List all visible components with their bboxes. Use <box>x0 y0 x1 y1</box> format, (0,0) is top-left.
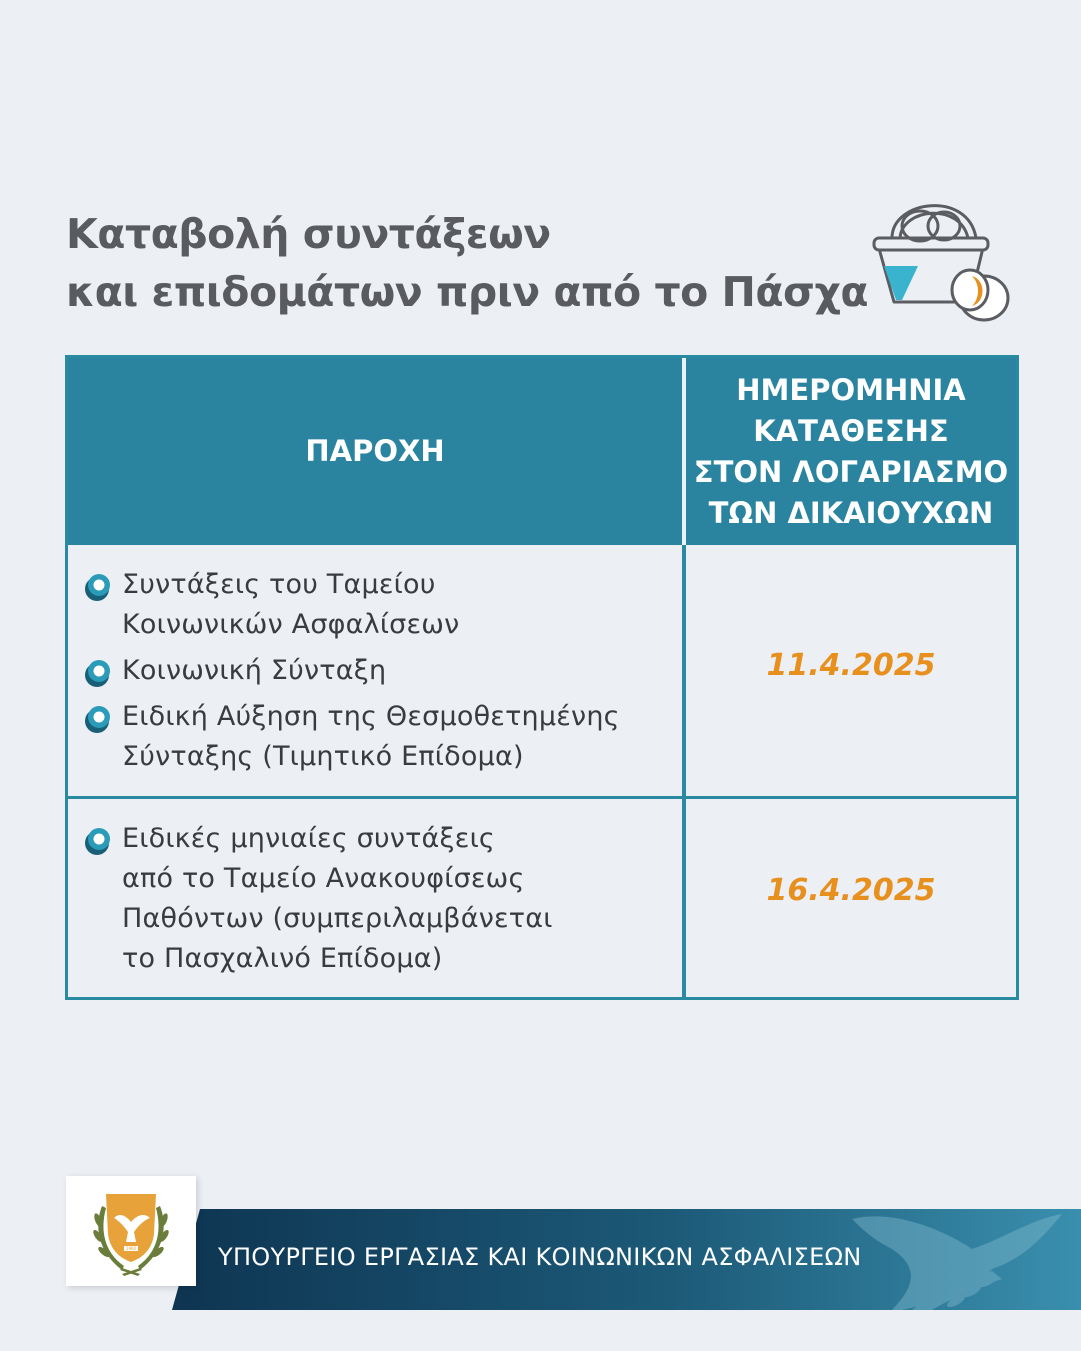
easter-basket-icon <box>868 180 1014 326</box>
title-line-2: και επιδομάτων πριν από το Πάσχα <box>66 268 869 316</box>
header-deposit-date <box>686 358 1016 545</box>
emblem-year: 1960 <box>125 1246 137 1251</box>
deposit-date: 16.4.2025 <box>766 873 936 908</box>
circle-bullet-icon <box>84 704 114 734</box>
item-text-line: Κοινωνική Σύνταξη <box>122 655 387 686</box>
benefits-table <box>65 355 1019 1000</box>
item-text-line: Παθόντων (συμπεριλαμβάνεται <box>122 903 553 934</box>
page-title <box>66 205 868 321</box>
table-row <box>84 819 674 985</box>
item-text-line: Κοινωνικών Ασφαλίσεων <box>122 609 460 640</box>
item-text-line: Σύνταξης (Τιμητικό Επίδομα) <box>122 741 524 772</box>
list-item <box>84 651 674 691</box>
item-text-line: το Πασχαλινό Επίδομα) <box>122 943 443 974</box>
deposit-date: 11.4.2025 <box>766 648 936 683</box>
title-line-1: Καταβολή συντάξεων <box>66 210 551 258</box>
item-text-line: Ειδική Αύξηση της Θεσμοθετημένης <box>122 701 620 732</box>
circle-bullet-icon <box>84 826 114 856</box>
item-text-line: από το Ταμείο Ανακουφίσεως <box>122 863 525 894</box>
table-row <box>84 565 674 783</box>
header-deposit-date-line: ΤΩΝ ΔΙΚΑΙΟΥΧΩΝ <box>708 495 994 530</box>
circle-bullet-icon <box>84 658 114 688</box>
header-deposit-date-line: ΚΑΤΑΘΕΣΗΣ <box>753 413 949 448</box>
ministry-name: ΥΠΟΥΡΓΕΙΟ ΕΡΓΑΣΙΑΣ ΚΑΙ ΚΟΙΝΩΝΙΚΩΝ ΑΣΦΑΛΙΣΕΩΝ <box>218 1243 862 1271</box>
logo <box>66 1176 196 1286</box>
list-item <box>84 697 674 777</box>
list-item <box>84 565 674 645</box>
item-text-line: Ειδικές μηνιαίες συντάξεις <box>122 823 495 854</box>
circle-bullet-icon <box>84 572 114 602</box>
header-deposit-date-line: ΣΤΟΝ ΛΟΓΑΡΙΑΣΜΟ <box>693 454 1009 489</box>
item-text-line: Συντάξεις του Ταμείου <box>122 569 436 600</box>
row-divider <box>68 796 1016 799</box>
cyprus-coat-of-arms-icon <box>66 1176 196 1286</box>
header-deposit-date-line: ΗΜΕΡΟΜΗΝΙΑ <box>736 372 966 407</box>
header-benefit: ΠΑΡΟΧΗ <box>305 434 445 468</box>
list-item <box>84 819 674 979</box>
